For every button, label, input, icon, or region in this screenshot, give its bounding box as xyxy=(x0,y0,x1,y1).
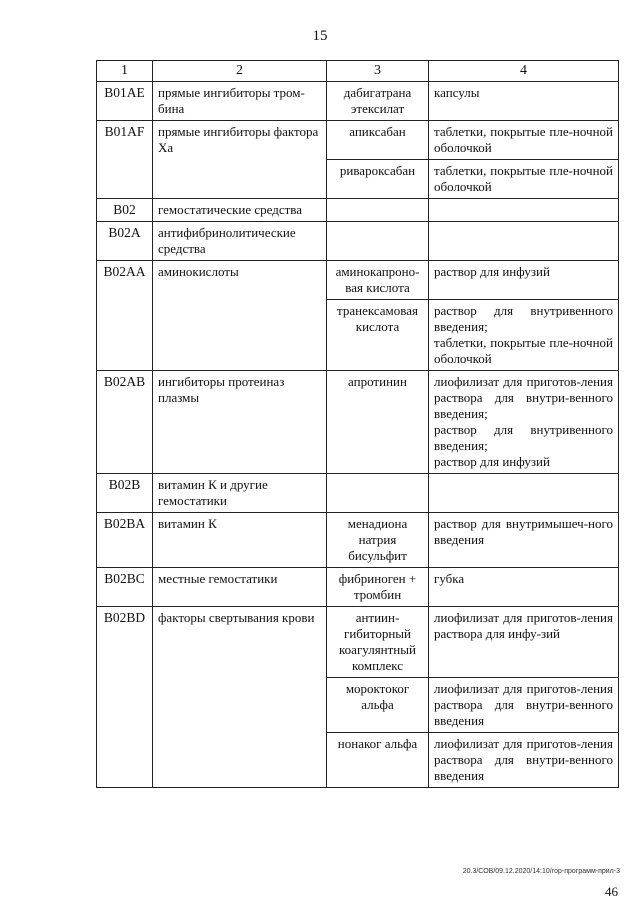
dosage-form-line: раствор для внутривенного введения; xyxy=(434,422,613,453)
atc-code-cell: B02AB xyxy=(97,371,153,474)
table-row xyxy=(97,607,619,678)
dosage-form-line: лиофилизат для приготов-ления раствора для инфу-зий xyxy=(434,610,613,641)
atc-code-cell: B02 xyxy=(97,199,153,222)
group-name-cell: антифибринолитические средства xyxy=(153,222,327,261)
column-header: 4 xyxy=(429,61,619,82)
dosage-form-cell xyxy=(429,607,619,678)
drug-name-cell: антиин-гибиторный коагулянтный комплекс xyxy=(327,607,429,678)
drug-name-cell: мороктоког альфа xyxy=(327,678,429,733)
dosage-form-line: таблетки, покрытые пле-ночной оболочкой xyxy=(434,335,613,366)
dosage-form-cell xyxy=(429,82,619,121)
group-name-cell: аминокислоты xyxy=(153,261,327,371)
group-name-cell: ингибиторы протеиназ плазмы xyxy=(153,371,327,474)
dosage-form-cell xyxy=(429,300,619,371)
dosage-form-cell xyxy=(429,733,619,788)
page-number-bottom: 46 xyxy=(605,884,618,899)
table-row xyxy=(97,222,619,261)
dosage-form-line: таблетки, покрытые пле-ночной оболочкой xyxy=(434,124,613,155)
dosage-form-cell xyxy=(429,222,619,261)
table-row xyxy=(97,82,619,121)
drug-name-cell xyxy=(327,474,429,513)
dosage-form-cell xyxy=(429,199,619,222)
drug-name-cell: ривароксабан xyxy=(327,160,429,199)
table-row xyxy=(97,513,619,568)
table-row xyxy=(97,371,619,474)
dosage-form-cell xyxy=(429,160,619,199)
atc-code-cell: B02A xyxy=(97,222,153,261)
dosage-form-cell xyxy=(429,371,619,474)
dosage-form-cell xyxy=(429,261,619,300)
table-row xyxy=(97,121,619,160)
drug-name-cell: дабигатрана этексилат xyxy=(327,82,429,121)
atc-code-cell: B02BD xyxy=(97,607,153,788)
drug-name-cell xyxy=(327,222,429,261)
dosage-form-line: раствор для инфузий xyxy=(434,454,550,469)
dosage-form-line: раствор для внутривенного введения; xyxy=(434,303,613,334)
dosage-form-line: лиофилизат для приготов-ления раствора для внутри-венного введения xyxy=(434,736,613,783)
table-row xyxy=(97,199,619,222)
dosage-form-cell xyxy=(429,513,619,568)
atc-code-cell: B02B xyxy=(97,474,153,513)
atc-code-cell: B02BA xyxy=(97,513,153,568)
group-name-cell: витамин К и другие гемостатики xyxy=(153,474,327,513)
group-name-cell: местные гемостатики xyxy=(153,568,327,607)
drug-name-cell: транексамовая кислота xyxy=(327,300,429,371)
medication-table xyxy=(96,60,619,788)
atc-code-cell: B02BC xyxy=(97,568,153,607)
group-name-cell: гемостатические средства xyxy=(153,199,327,222)
footer-document-code: 20.3/СОВ/09.12.2020/14:10/гор-программ-прил-3 xyxy=(462,868,620,875)
column-header: 1 xyxy=(97,61,153,82)
table-row xyxy=(97,568,619,607)
atc-code-cell: B01AF xyxy=(97,121,153,199)
dosage-form-cell xyxy=(429,474,619,513)
dosage-form-line: лиофилизат для приготов-ления раствора для внутри-венного введения xyxy=(434,681,613,728)
table-body xyxy=(97,82,619,788)
drug-name-cell: нонаког альфа xyxy=(327,733,429,788)
dosage-form-line: капсулы xyxy=(434,85,480,100)
group-name-cell: витамин К xyxy=(153,513,327,568)
atc-code-cell: B02AA xyxy=(97,261,153,371)
table-row xyxy=(97,474,619,513)
dosage-form-cell xyxy=(429,121,619,160)
drug-name-cell: апиксабан xyxy=(327,121,429,160)
drug-name-cell: фибриноген + тромбин xyxy=(327,568,429,607)
dosage-form-line: раствор для инфузий xyxy=(434,264,550,279)
page-number-top: 15 xyxy=(312,28,328,44)
column-header: 2 xyxy=(153,61,327,82)
dosage-form-line: таблетки, покрытые пле-ночной оболочкой xyxy=(434,163,613,194)
drug-name-cell: апротинин xyxy=(327,371,429,474)
dosage-form-cell xyxy=(429,568,619,607)
table-row xyxy=(97,261,619,300)
dosage-form-line: раствор для внутримышеч-ного введения xyxy=(434,516,613,547)
dosage-form-line: губка xyxy=(434,571,465,586)
column-header: 3 xyxy=(327,61,429,82)
header-row xyxy=(97,61,619,82)
dosage-form-cell xyxy=(429,678,619,733)
drug-name-cell: менадиона натрия бисульфит xyxy=(327,513,429,568)
drug-name-cell xyxy=(327,199,429,222)
group-name-cell: прямые ингибиторы тром-бина xyxy=(153,82,327,121)
group-name-cell: прямые ингибиторы фактора Ха xyxy=(153,121,327,199)
drug-name-cell: аминокапроно-вая кислота xyxy=(327,261,429,300)
atc-code-cell: B01AE xyxy=(97,82,153,121)
group-name-cell: факторы свертывания крови xyxy=(153,607,327,788)
dosage-form-line: лиофилизат для приготов-ления раствора для внутри-венного введения; xyxy=(434,374,613,421)
